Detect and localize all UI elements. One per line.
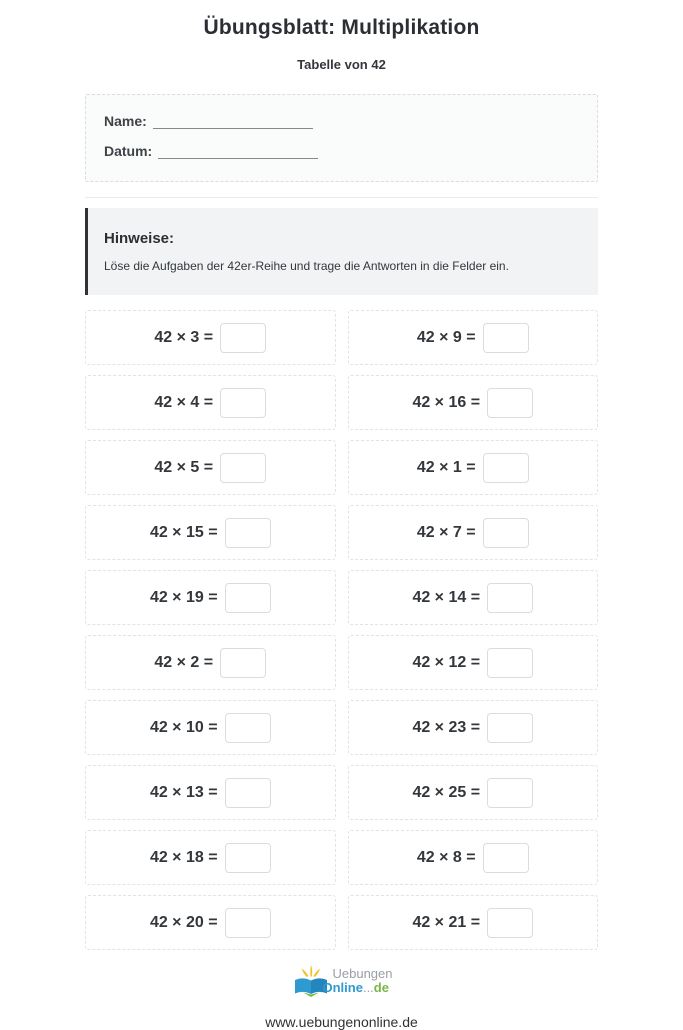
answer-input[interactable] <box>483 518 529 548</box>
problem-card <box>348 895 599 950</box>
worksheet-page <box>85 0 598 1030</box>
hints-box <box>85 208 598 295</box>
hints-text: Löse die Aufgaben der 42er-Reihe und trage die Antworten in die Felder ein. <box>104 259 509 273</box>
answer-input[interactable] <box>487 908 533 938</box>
answer-input[interactable] <box>487 583 533 613</box>
problem-card <box>348 830 599 885</box>
answer-input[interactable] <box>487 388 533 418</box>
problem-card <box>85 635 336 690</box>
logo-word-de: de <box>373 980 389 995</box>
logo-word-online-de <box>323 981 393 995</box>
answer-input[interactable] <box>487 713 533 743</box>
logo-text <box>322 966 393 995</box>
problem-card <box>85 830 336 885</box>
problem-card <box>348 440 599 495</box>
problem-card <box>348 765 599 820</box>
problem-expression: 42 × 19 = <box>149 588 218 606</box>
problem-expression: 42 × 1 = <box>416 458 476 476</box>
problem-card <box>85 895 336 950</box>
problem-card <box>348 310 599 365</box>
date-label: Datum: <box>104 143 153 159</box>
section-divider <box>85 197 598 198</box>
problem-expression: 42 × 7 = <box>416 523 476 541</box>
answer-input[interactable] <box>225 908 271 938</box>
problem-card <box>348 635 599 690</box>
problem-expression: 42 × 3 = <box>154 328 214 346</box>
problem-expression: 42 × 5 = <box>154 458 214 476</box>
answer-input[interactable] <box>220 323 266 353</box>
answer-input[interactable] <box>225 583 271 613</box>
logo-dots: ... <box>362 980 374 995</box>
answer-input[interactable] <box>483 843 529 873</box>
problems-grid <box>85 310 598 950</box>
answer-input[interactable] <box>220 453 266 483</box>
page-subtitle: Tabelle von 42 <box>297 57 386 72</box>
answer-input[interactable] <box>220 388 266 418</box>
problem-expression: 42 × 9 = <box>416 328 476 346</box>
uebungenonline-logo <box>291 960 393 1002</box>
problem-card <box>348 570 599 625</box>
problem-card <box>85 700 336 755</box>
name-row <box>104 113 579 129</box>
problem-expression: 42 × 14 = <box>412 588 481 606</box>
problem-card <box>85 440 336 495</box>
problem-expression: 42 × 4 = <box>154 393 214 411</box>
problem-card <box>348 375 599 430</box>
answer-input[interactable] <box>225 778 271 808</box>
answer-input[interactable] <box>487 778 533 808</box>
problem-expression: 42 × 23 = <box>412 718 481 736</box>
answer-input[interactable] <box>225 518 271 548</box>
answer-input[interactable] <box>483 453 529 483</box>
problem-card <box>85 505 336 560</box>
problem-card <box>348 700 599 755</box>
problem-expression: 42 × 13 = <box>149 783 218 801</box>
problem-expression: 42 × 10 = <box>149 718 218 736</box>
answer-input[interactable] <box>220 648 266 678</box>
answer-input[interactable] <box>225 713 271 743</box>
page-title: Übungsblatt: Multiplikation <box>203 16 480 39</box>
problem-expression: 42 × 12 = <box>412 653 481 671</box>
problem-expression: 42 × 25 = <box>412 783 481 801</box>
website-url: www.uebungenonline.de <box>265 1014 418 1030</box>
problem-card <box>85 570 336 625</box>
problem-expression: 42 × 8 = <box>416 848 476 866</box>
problem-card <box>85 765 336 820</box>
date-row <box>104 143 579 159</box>
logo-word-online: Online <box>322 980 363 995</box>
name-write-line <box>153 115 313 129</box>
date-write-line <box>158 145 318 159</box>
problem-expression: 42 × 15 = <box>149 523 218 541</box>
answer-input[interactable] <box>487 648 533 678</box>
problem-card <box>85 310 336 365</box>
logo-word-uebungen: Uebungen <box>332 966 393 982</box>
problem-expression: 42 × 18 = <box>149 848 218 866</box>
footer <box>85 960 598 1030</box>
problem-expression: 42 × 21 = <box>412 913 481 931</box>
problem-expression: 42 × 16 = <box>412 393 481 411</box>
name-label: Name: <box>104 113 147 129</box>
problem-card <box>85 375 336 430</box>
hints-heading: Hinweise: <box>104 230 175 247</box>
student-info-box <box>85 94 598 182</box>
answer-input[interactable] <box>225 843 271 873</box>
problem-card <box>348 505 599 560</box>
problem-expression: 42 × 20 = <box>149 913 218 931</box>
problem-expression: 42 × 2 = <box>154 653 214 671</box>
answer-input[interactable] <box>483 323 529 353</box>
